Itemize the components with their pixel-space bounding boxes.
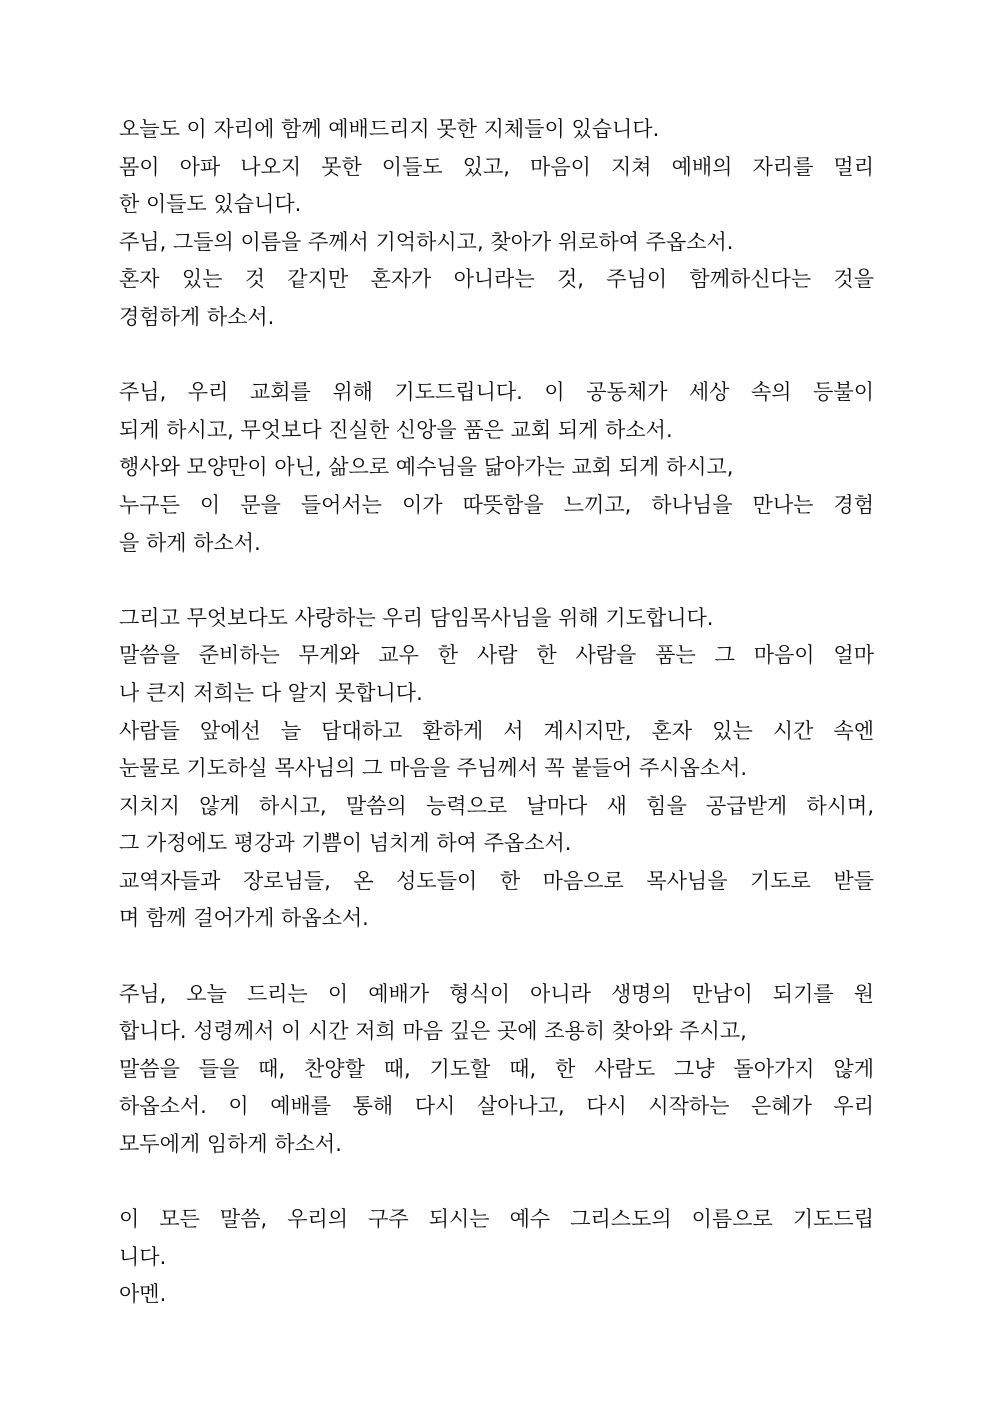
text-line: 주님, 오늘 드리는 이 예배가 형식이 아니라 생명의 만남이 되기를 원 [119,981,874,1006]
text-line: 경험하게 하소서. [119,304,275,329]
text-line: 눈물로 기도하실 목사님의 그 마음을 주님께서 꼭 붙들어 주시옵소서. [119,756,748,781]
prayer-paragraph [119,374,874,562]
text-line: 을 하게 하소서. [119,530,261,555]
prayer-paragraph [119,600,874,938]
text-line: 지치지 않게 하시고, 말씀의 능력으로 날마다 새 힘을 공급받게 하시며, [119,793,874,818]
text-line: 모두에게 임하게 하소서. [119,1132,342,1157]
text-line: 그 가정에도 평강과 기쁨이 넘치게 하여 주옵소서. [119,831,572,856]
text-line: 말씀을 들을 때, 찬양할 때, 기도할 때, 한 사람도 그냥 돌아가지 않게 [119,1056,874,1081]
text-line: 주님, 우리 교회를 위해 기도드립니다. 이 공동체가 세상 속의 등불이 [119,380,874,405]
text-line: 하옵소서. 이 예배를 통해 다시 살아나고, 다시 시작하는 은혜가 우리 [119,1094,874,1119]
text-line: 그리고 무엇보다도 사랑하는 우리 담임목사님을 위해 기도합니다. [119,605,714,630]
text-line: 한 이들도 있습니다. [119,192,302,217]
text-line: 사람들 앞에선 늘 담대하고 환하게 서 계시지만, 혼자 있는 시간 속엔 [119,718,874,743]
text-line: 아멘. [119,1282,167,1307]
text-line: 주님, 그들의 이름을 주께서 기억하시고, 찾아가 위로하여 주옵소서. [119,229,734,254]
text-line: 니다. [119,1244,167,1269]
prayer-paragraph [119,111,874,337]
text-line: 며 함께 걸어가게 하옵소서. [119,906,369,931]
text-line: 말씀을 준비하는 무게와 교우 한 사람 한 사람을 품는 그 마음이 얼마 [119,643,874,668]
text-line: 교역자들과 장로님들, 온 성도들이 한 마음으로 목사님을 기도로 받들 [119,868,874,893]
text-line: 누구든 이 문을 들어서는 이가 따뜻함을 느끼고, 하나님을 만나는 경험 [119,492,874,517]
prayer-paragraph [119,1201,874,1314]
text-line: 합니다. 성령께서 이 시간 저희 마음 깊은 곳에 조용히 찾아와 주시고, [119,1019,747,1044]
text-line: 이 모든 말씀, 우리의 구주 되시는 예수 그리스도의 이름으로 기도드립 [119,1207,874,1232]
text-line: 혼자 있는 것 같지만 혼자가 아니라는 것, 주님이 함께하신다는 것을 [119,267,874,292]
text-line: 몸이 아파 나오지 못한 이들도 있고, 마음이 지쳐 예배의 자리를 멀리 [119,154,874,179]
text-line: 나 큰지 저희는 다 알지 못합니다. [119,680,423,705]
prayer-paragraph [119,976,874,1164]
text-line: 행사와 모양만이 아닌, 삶으로 예수님을 닮아가는 교회 되게 하시고, [119,455,734,480]
text-line: 오늘도 이 자리에 함께 예배드리지 못한 지체들이 있습니다. [119,117,660,141]
text-line: 되게 하시고, 무엇보다 진실한 신앙을 품은 교회 되게 하소서. [119,417,673,442]
prayer-text-body [119,111,874,1314]
